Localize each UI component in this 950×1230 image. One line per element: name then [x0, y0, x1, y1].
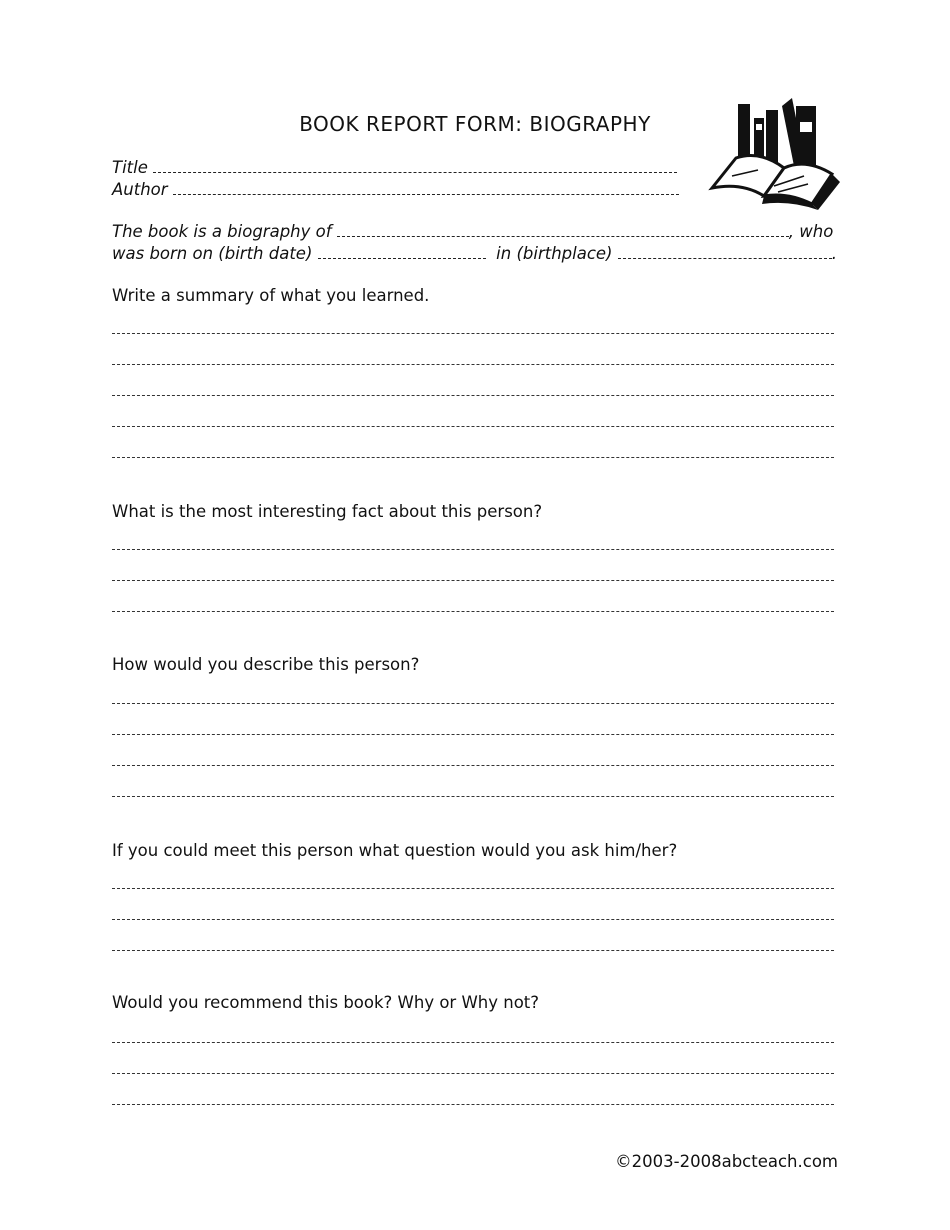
biography-of-label: The book is a biography of: [112, 222, 332, 241]
title-label: Title: [112, 158, 148, 177]
author-blank[interactable]: [173, 181, 679, 195]
answer-line[interactable]: [112, 580, 834, 581]
title-field-row: [112, 158, 677, 177]
answer-line[interactable]: [112, 796, 834, 797]
biography-of-row: [112, 222, 833, 241]
author-field-row: [112, 180, 679, 199]
answer-line[interactable]: [112, 426, 834, 427]
answer-line[interactable]: [112, 364, 834, 365]
birthplace-label: in (birthplace): [496, 244, 613, 263]
books-and-open-book-icon: [708, 96, 844, 218]
question-meet-person: If you could meet this person what question would you ask him/her?: [112, 841, 678, 860]
question-recommend-book: Would you recommend this book? Why or Why not?: [112, 993, 540, 1012]
answer-line[interactable]: [112, 1073, 834, 1074]
question-summary: Write a summary of what you learned.: [112, 286, 430, 305]
question-describe-person: How would you describe this person?: [112, 655, 420, 674]
copyright-footer: ©2003-2008abcteach.com: [615, 1152, 838, 1171]
period-mark: .: [831, 244, 837, 263]
answer-line[interactable]: [112, 703, 834, 704]
answer-line[interactable]: [112, 395, 834, 396]
birthplace-blank[interactable]: [618, 245, 832, 259]
question-interesting-fact: What is the most interesting fact about this person?: [112, 502, 543, 521]
answer-line[interactable]: [112, 765, 834, 766]
who-label: , who: [788, 222, 834, 241]
answer-line[interactable]: [112, 611, 834, 612]
answer-line[interactable]: [112, 919, 834, 920]
subject-name-blank[interactable]: [337, 223, 789, 237]
title-blank[interactable]: [153, 159, 677, 173]
answer-line[interactable]: [112, 888, 834, 889]
birth-date-blank[interactable]: [318, 245, 486, 259]
birth-date-label: was born on (birth date): [112, 244, 313, 263]
author-label: Author: [112, 180, 168, 199]
page-title: BOOK REPORT FORM: BIOGRAPHY: [299, 112, 651, 136]
birth-info-row: [112, 244, 837, 263]
answer-line[interactable]: [112, 333, 834, 334]
answer-line[interactable]: [112, 457, 834, 458]
answer-line[interactable]: [112, 734, 834, 735]
answer-line[interactable]: [112, 1104, 834, 1105]
answer-line[interactable]: [112, 549, 834, 550]
answer-line[interactable]: [112, 950, 834, 951]
answer-line[interactable]: [112, 1042, 834, 1043]
